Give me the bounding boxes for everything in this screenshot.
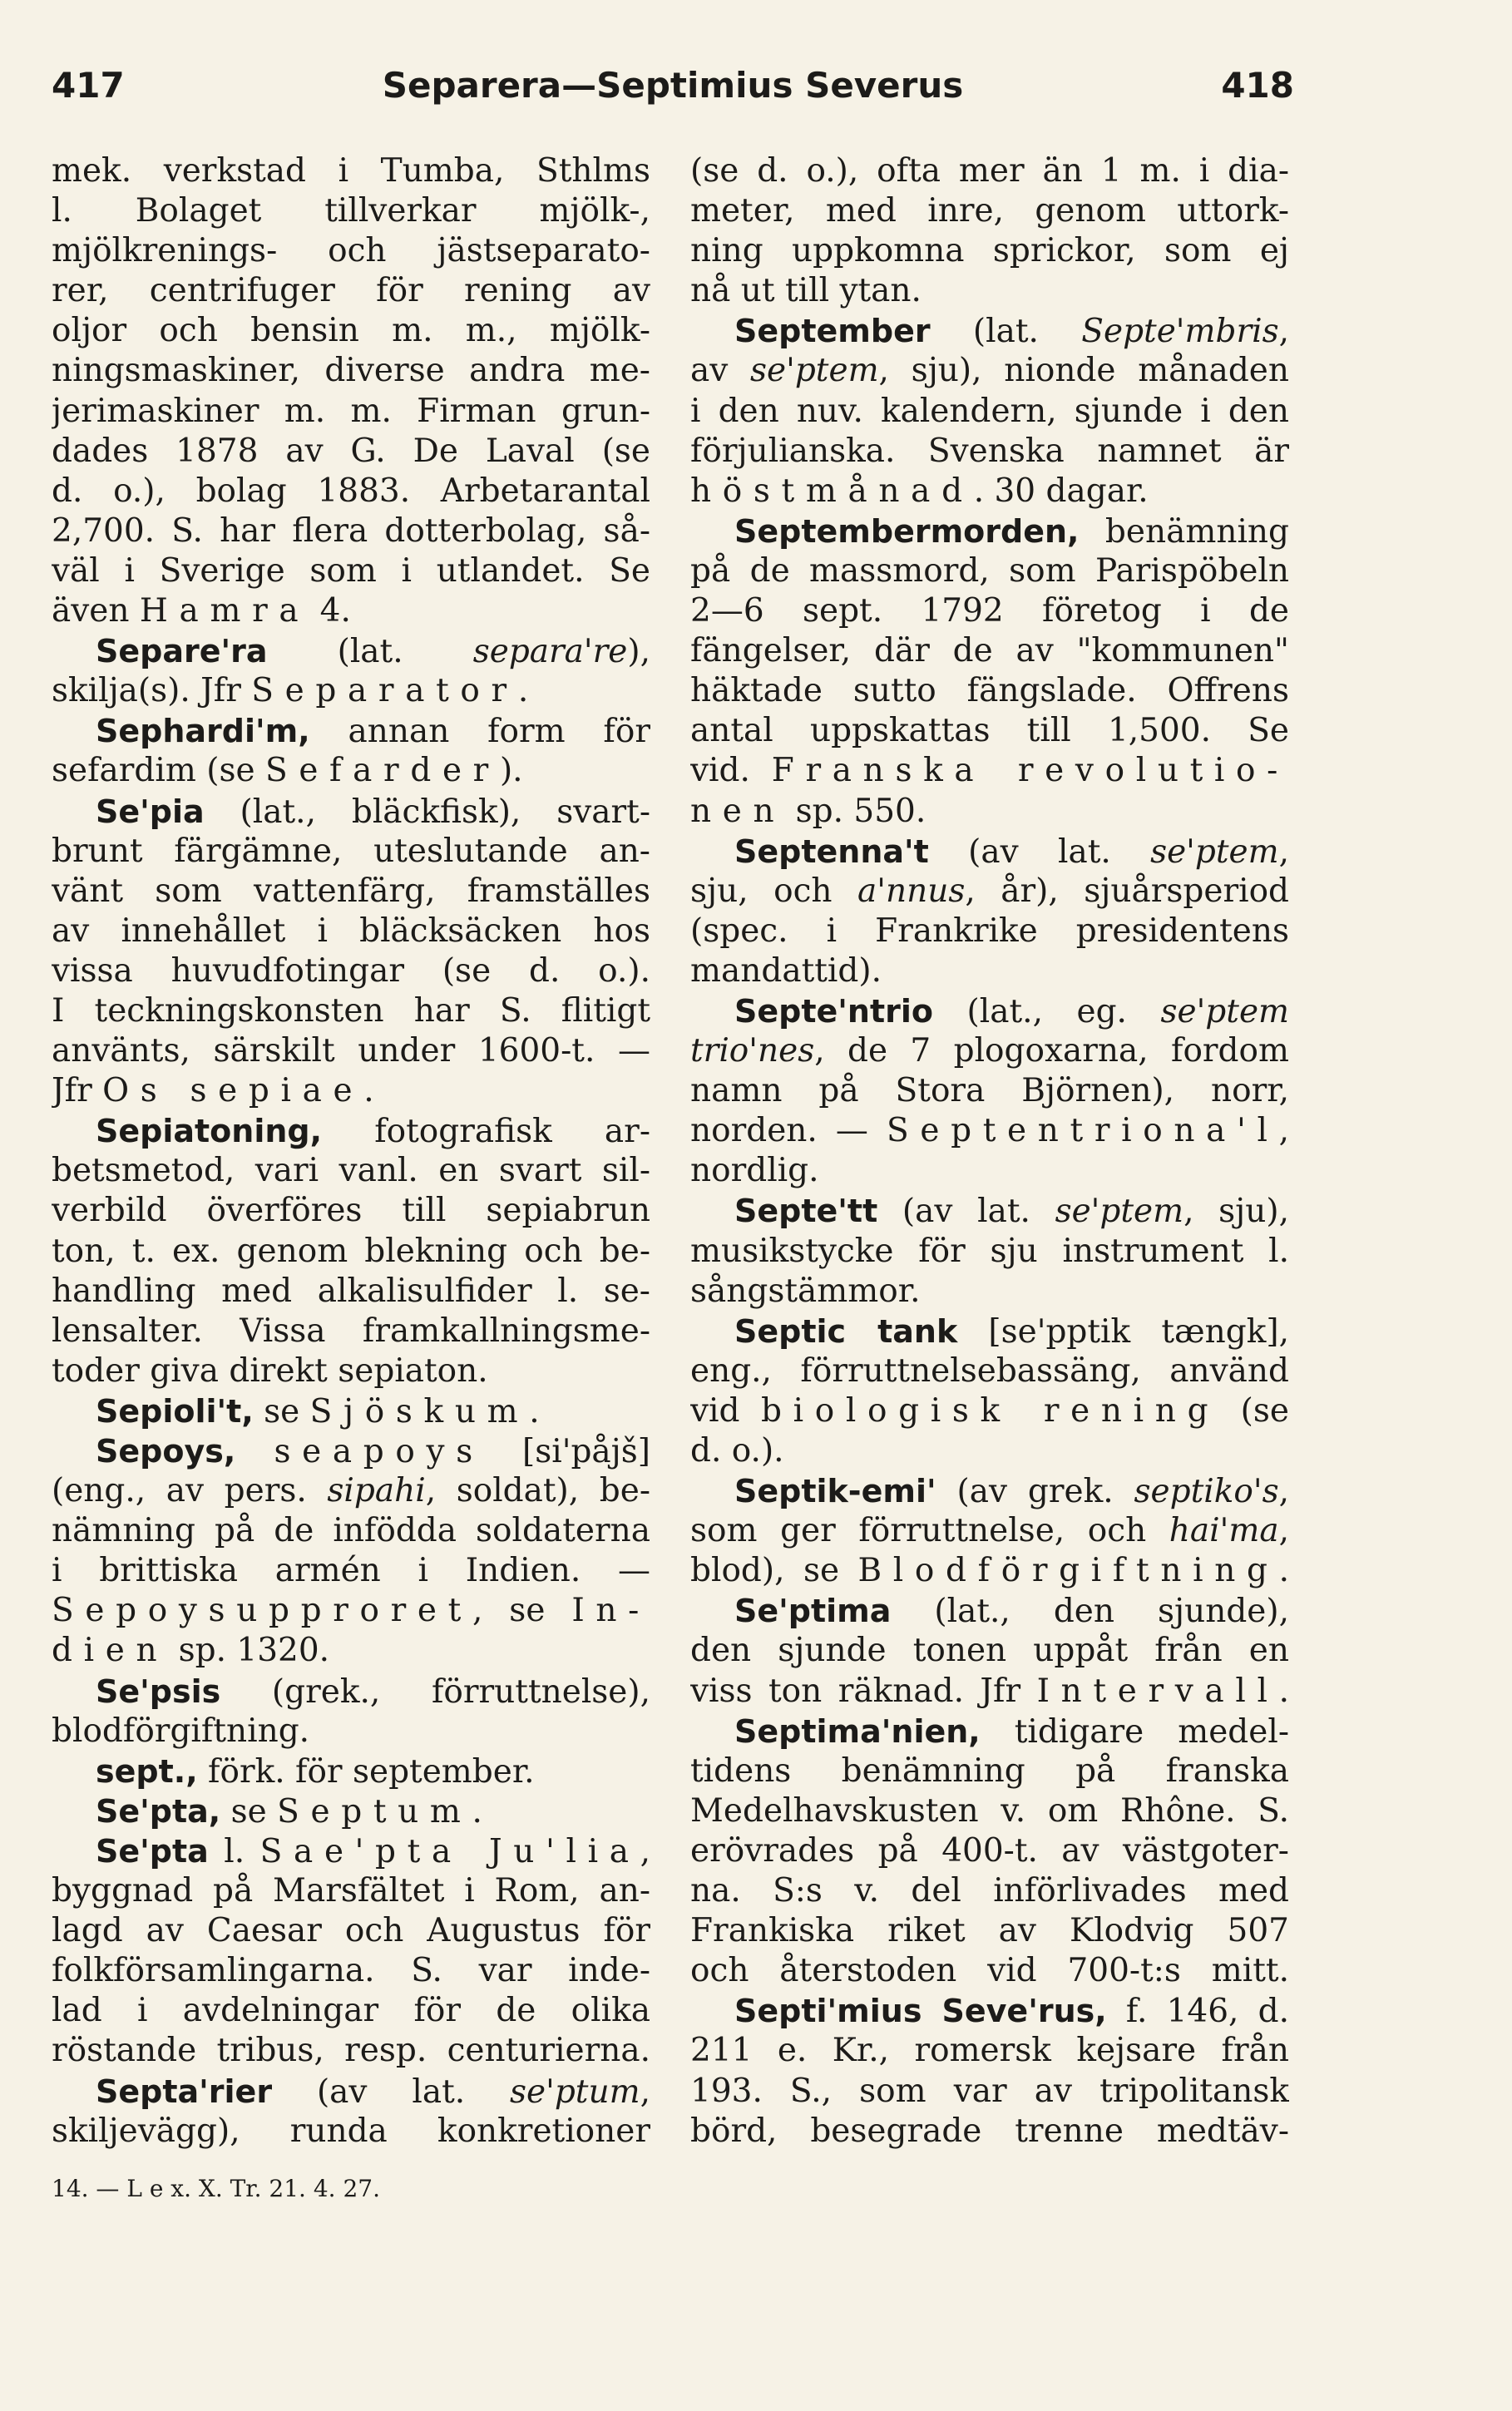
text-line [52, 2031, 650, 2071]
text-line [690, 1631, 1289, 1671]
text-span: viss ton räknad. Jfr [690, 1672, 1037, 1710]
text-span: i den nuv. kalendern, sjunde i den [690, 392, 1289, 430]
text-span: av innehållet i bläcksäcken hos [52, 912, 650, 950]
text-span: (eng., av pers. [52, 1472, 328, 1510]
text-line [52, 631, 650, 671]
text-line [690, 392, 1289, 432]
text-span: se'ptum [510, 2073, 640, 2111]
text-span: Jfr [52, 1072, 103, 1110]
text-span: verbild överföres till sepiabrun [52, 1192, 650, 1230]
entry-headword: Septima'nien, [734, 1712, 981, 1750]
text-span: , [1278, 1112, 1289, 1150]
text-span: höstmånad [690, 472, 974, 510]
text-line [52, 951, 650, 991]
entry-headword: Se'pta, [96, 1792, 221, 1830]
text-span: se'ptem [1160, 992, 1289, 1030]
text-span: och återstoden vid 700-t:s mitt. [690, 1952, 1289, 1990]
text-span: lensalter. Vissa framkallningsme- [52, 1312, 650, 1350]
text-line [52, 1232, 650, 1272]
text-line [52, 151, 650, 191]
entry-headword: Septe'tt [734, 1193, 878, 1230]
text-line [690, 631, 1289, 671]
text-line [690, 1351, 1289, 1391]
page-header [52, 65, 1294, 131]
text-span: nå ut till ytan. [690, 272, 922, 310]
text-span: 2—6 sept. 1792 företog i de [690, 592, 1289, 630]
text-line [52, 1071, 650, 1111]
text-line [52, 1871, 650, 1911]
text-span: eng., förruttnelsebassäng, använd [690, 1351, 1289, 1390]
text-line [690, 1871, 1289, 1911]
text-span: vänt som vattenfärg, framställes [52, 872, 650, 910]
text-line [690, 151, 1289, 191]
text-line [690, 351, 1289, 391]
text-span: rer, centrifuger för rening av [52, 272, 650, 310]
entry-headword: Se'pia [96, 793, 205, 830]
text-span: Frankiska riket av Klodvig 507 [690, 1912, 1289, 1950]
text-span: tidigare medel- [980, 1712, 1289, 1751]
text-line [690, 1312, 1289, 1351]
text-span: benämning [1079, 512, 1289, 551]
text-span: (se [1219, 1391, 1289, 1430]
entry-headword: Sepioli't, [96, 1392, 254, 1430]
text-line [690, 191, 1289, 231]
text-line [690, 1151, 1289, 1191]
text-span: , år), sjuårsperiod [965, 872, 1289, 910]
text-line [690, 1911, 1289, 1951]
text-span: ). [499, 752, 523, 790]
text-span: . 30 dagar. [973, 472, 1149, 510]
text-span: sefardim (se [52, 752, 265, 790]
text-line [52, 1751, 650, 1791]
text-span: l. Bolaget tillverkar mjölk-, [52, 192, 650, 230]
text-span: In- [571, 1592, 650, 1630]
text-line [690, 1031, 1289, 1071]
text-span: blodförgiftning. [52, 1712, 310, 1750]
text-line [52, 351, 650, 391]
entry-headword: sept., [96, 1752, 198, 1790]
text-line [52, 2072, 650, 2112]
text-line [690, 1471, 1289, 1511]
right-column [690, 151, 1289, 2152]
text-line [690, 432, 1289, 472]
text-span [235, 1433, 274, 1470]
text-line [690, 1951, 1289, 1991]
text-span: använts, särskilt under 1600-t. — [52, 1032, 650, 1070]
text-span: (lat. [267, 633, 473, 671]
text-span: i brittiska armén i Indien. — [52, 1552, 650, 1590]
text-line [52, 1991, 650, 2031]
text-span: . [363, 1072, 374, 1110]
text-line [690, 671, 1289, 711]
text-line [52, 1471, 650, 1511]
text-span: se [220, 1792, 278, 1830]
text-span: , [1278, 313, 1289, 351]
text-line [690, 991, 1289, 1031]
text-line [690, 511, 1289, 551]
text-span: förjulianska. Svenska namnet är [690, 432, 1289, 470]
entry-headword: Septenna't [734, 832, 929, 870]
text-line [690, 872, 1289, 912]
text-span: oljor och bensin m. m., mjölk- [52, 312, 650, 350]
text-span: Blodförgiftning [857, 1552, 1279, 1590]
text-span: blod), se [690, 1552, 858, 1590]
text-line [52, 1831, 650, 1871]
text-span: [si'påjš] [483, 1433, 650, 1470]
text-line [52, 1591, 650, 1631]
text-span: septiko's [1134, 1473, 1279, 1511]
text-line [690, 912, 1289, 951]
text-line [52, 872, 650, 912]
text-span: (lat. [930, 313, 1082, 351]
text-span: Sefarder [264, 752, 500, 790]
text-line [52, 1631, 650, 1671]
text-span: jerimaskiner m. m. Firman grun- [52, 392, 650, 430]
text-line [690, 1751, 1289, 1791]
text-line [52, 751, 650, 791]
text-line [52, 1712, 650, 1751]
text-span: hai'ma [1169, 1512, 1279, 1550]
text-line [690, 1511, 1289, 1551]
text-span: trio'nes [690, 1032, 815, 1070]
text-line [52, 1511, 650, 1551]
text-line [52, 1272, 650, 1312]
text-line [690, 1712, 1289, 1751]
text-line [52, 991, 650, 1031]
text-line [52, 511, 650, 551]
text-line [690, 1071, 1289, 1111]
text-line [52, 1031, 650, 1071]
text-span: meter, med inre, genom uttork- [690, 192, 1289, 230]
entry-headword: Septik-emi' [734, 1473, 936, 1510]
text-line [690, 1232, 1289, 1272]
text-span: se'ptem [750, 352, 879, 390]
page-title: Separera—Septimius Severus [382, 65, 964, 106]
text-line [52, 1431, 650, 1471]
text-line [690, 951, 1289, 991]
text-line [52, 311, 650, 351]
text-span: den sjunde tonen uppåt från en [690, 1632, 1289, 1670]
text-span: musikstycke för sju instrument l. [690, 1232, 1289, 1270]
printer-footer: 14. — L e x. X. Tr. 21. 4. 27. [52, 2175, 380, 2202]
text-span: . [1278, 1672, 1289, 1710]
text-span: nämning på de infödda soldaterna [52, 1512, 650, 1550]
text-line [52, 432, 650, 472]
text-line [52, 671, 650, 711]
text-span: fängelser, där de av "kommunen" [690, 632, 1289, 670]
text-line [690, 1391, 1289, 1431]
text-span: av [690, 352, 751, 390]
text-span: annan form för [309, 713, 650, 751]
text-line [52, 2112, 650, 2152]
text-span: I teckningskonsten har S. flitigt [52, 991, 650, 1030]
text-span: Septum [277, 1792, 472, 1830]
text-line [690, 1272, 1289, 1312]
text-span: mjölkrenings- och jästseparato- [52, 232, 650, 270]
text-span: som ger förruttnelse, och [690, 1512, 1169, 1550]
text-span: tidens benämning på franska [690, 1751, 1289, 1790]
text-span: (lat., den sjunde), [891, 1593, 1289, 1631]
text-line [690, 1551, 1289, 1591]
text-span: , [640, 1832, 650, 1870]
text-line [690, 1791, 1289, 1831]
text-span: ning uppkomna sprickor, som ej [690, 232, 1289, 270]
text-span: , sju), nionde månaden [878, 352, 1289, 390]
entry-headword: Se'ptima [734, 1593, 892, 1630]
text-span: vid. [690, 752, 772, 790]
text-line [690, 2031, 1289, 2071]
text-span: [se'pptik tængk], [957, 1312, 1289, 1351]
text-span: 2,700. S. har flera dotterbolag, så- [52, 511, 650, 550]
text-span: Sjöskum [309, 1392, 530, 1430]
text-line [52, 832, 650, 872]
text-span: Septe'mbris [1081, 313, 1279, 351]
text-span: , soldat), be- [425, 1472, 650, 1510]
text-span: l. [208, 1832, 260, 1870]
entry-headword: Se'pta [96, 1832, 209, 1870]
text-span: , [1278, 832, 1289, 871]
text-span: brunt färgämne, uteslutande an- [52, 832, 650, 870]
text-line [52, 591, 650, 631]
text-line [52, 231, 650, 271]
text-span: (av lat. [928, 832, 1151, 871]
text-span: ton, t. ex. genom blekning och be- [52, 1232, 650, 1270]
text-span: vid [690, 1391, 761, 1430]
text-span: häktade sutto fängslade. Offrens [690, 672, 1289, 710]
text-span: mandattid). [690, 951, 882, 990]
text-span: , sju), [1183, 1193, 1289, 1231]
text-span: biologisk rening [760, 1391, 1220, 1430]
text-span: f. 146, d. [1106, 1993, 1289, 2031]
text-span: lad i avdelningar för de olika [52, 1992, 650, 2030]
text-span: folkförsamlingarna. S. var inde- [52, 1952, 650, 1990]
text-span: sju, och [690, 872, 858, 910]
text-span: sipahi [327, 1472, 426, 1510]
text-span: Hamra [139, 592, 310, 630]
text-line [690, 2112, 1289, 2152]
page-number-left: 417 [52, 65, 125, 106]
text-span: Intervall [1036, 1672, 1279, 1710]
text-span: förk. för september. [197, 1752, 535, 1791]
entry-headword: Septa'rier [96, 2073, 273, 2110]
text-span: , [1278, 1473, 1289, 1511]
text-span: Os sepiae [102, 1072, 364, 1110]
text-span: sångstämmor. [690, 1272, 921, 1310]
text-line [52, 1151, 650, 1191]
entry-headword: Septic tank [734, 1312, 958, 1350]
text-line [690, 271, 1289, 311]
text-span: d. o.). [690, 1432, 784, 1470]
entry-headword: Septe'ntrio [734, 992, 934, 1030]
text-span: ), [627, 633, 650, 671]
text-line [52, 392, 650, 432]
text-line [690, 1991, 1289, 2031]
text-line [690, 472, 1289, 511]
text-span: . [472, 1792, 482, 1830]
entry-headword: Septi'mius Seve'rus, [734, 1993, 1107, 2030]
text-span: på de massmord, som Parispöbeln [690, 551, 1289, 590]
text-span: se'ptem [1055, 1193, 1184, 1231]
text-line [690, 1591, 1289, 1631]
text-line [52, 191, 650, 231]
text-span: mek. verkstad i Tumba, Sthlms [52, 152, 650, 190]
text-span: Medelhavskusten v. om Rhône. S. [690, 1791, 1289, 1830]
text-span: norden. — [690, 1112, 887, 1150]
text-line [52, 1391, 650, 1431]
text-span: se [253, 1392, 310, 1430]
text-line [52, 1791, 650, 1831]
text-span: nen [690, 792, 786, 830]
entry-headword: Sephardi'm, [96, 713, 310, 750]
text-line [690, 1191, 1289, 1231]
text-span: , [640, 2073, 650, 2111]
text-line [690, 591, 1289, 631]
text-line [690, 311, 1289, 351]
text-span: byggnad på Marsfältet i Rom, an- [52, 1872, 650, 1910]
entry-headword: Septembermorden, [734, 512, 1080, 550]
text-span: betsmetod, vari vanl. en svart sil- [52, 1152, 650, 1190]
text-span: na. S:s v. del införlivades med [690, 1872, 1289, 1910]
left-column [52, 151, 650, 2152]
text-span: . [529, 1392, 540, 1430]
text-span: Separator [251, 672, 518, 710]
text-span: . [1278, 1552, 1289, 1590]
text-line [690, 2072, 1289, 2112]
text-span: erövrades på 400-t. av västgoter- [690, 1831, 1289, 1870]
text-line [52, 472, 650, 511]
text-span: lagd av Caesar och Augustus för [52, 1912, 650, 1950]
text-line [52, 1351, 650, 1391]
text-span: , se [472, 1592, 572, 1630]
text-span: toder giva direkt sepiaton. [52, 1351, 488, 1390]
entry-headword: Separe'ra [96, 633, 268, 670]
text-line [690, 1672, 1289, 1712]
text-span: fotografisk ar- [322, 1113, 650, 1151]
text-span: ningsmaskiner, diverse andra me- [52, 352, 650, 390]
text-line [690, 711, 1289, 751]
text-span: Franska revolutio- [771, 752, 1289, 790]
text-line [52, 1911, 650, 1951]
text-span: dien [52, 1632, 169, 1670]
text-span: handling med alkalisulfider l. se- [52, 1272, 650, 1310]
text-span: se'ptem [1150, 832, 1279, 871]
text-span: väl i Sverige som i utlandet. Se [52, 551, 650, 590]
text-line [52, 1111, 650, 1151]
text-line [52, 1951, 650, 1991]
entry-headword: Sepiatoning, [96, 1113, 323, 1150]
text-span: (lat., eg. [933, 992, 1161, 1030]
text-line [52, 912, 650, 951]
entry-headword: Se'psis [96, 1672, 221, 1710]
text-span: Sae'pta Ju'lia [259, 1832, 640, 1870]
text-line [52, 1312, 650, 1351]
text-span: namn på Stora Björnen), norr, [690, 1072, 1289, 1110]
text-line [690, 792, 1289, 832]
text-line [52, 1191, 650, 1231]
text-line [52, 551, 650, 591]
text-span: 193. S., som var av tripolitansk [690, 2072, 1289, 2110]
text-line [52, 792, 650, 832]
text-span: d. o.), bolag 1883. Arbetarantal [52, 472, 650, 510]
text-span: (grek., förruttnelse), [220, 1672, 650, 1711]
text-span: (av lat. [877, 1193, 1055, 1231]
text-span: 211 e. Kr., romersk kejsare från [690, 2032, 1289, 2070]
entry-headword: Sepoys, [96, 1433, 236, 1470]
text-span: 4. [309, 592, 351, 630]
text-span: (se d. o.), ofta mer än 1 m. i dia- [690, 152, 1289, 190]
text-span: a'nnus [857, 872, 966, 910]
text-span: nordlig. [690, 1152, 819, 1190]
text-line [690, 551, 1289, 591]
text-span: börd, besegrade trenne medtäv- [690, 2112, 1289, 2150]
text-span: sp. 1320. [168, 1632, 330, 1670]
page-number-right: 418 [1221, 65, 1294, 106]
text-span: (lat., bläckfisk), svart- [204, 793, 650, 831]
text-span: skilja(s). Jfr [52, 672, 252, 710]
text-span: separa're [472, 633, 628, 671]
text-line [690, 1431, 1289, 1471]
text-span: . [517, 672, 529, 710]
text-line [52, 1672, 650, 1712]
text-line [690, 231, 1289, 271]
text-line [52, 1551, 650, 1591]
text-span: sp. 550. [785, 792, 926, 830]
text-span: , de 7 plogoxarna, fordom [814, 1032, 1289, 1070]
text-line [690, 1111, 1289, 1151]
text-span: vissa huvudfotingar (se d. o.). [52, 951, 650, 990]
text-span: Septentriona'l [887, 1112, 1279, 1150]
text-line [690, 832, 1289, 872]
text-span: skiljevägg), runda konkretioner [52, 2112, 650, 2150]
text-span: (spec. i Frankrike presidentens [690, 912, 1289, 950]
text-line [52, 271, 650, 311]
text-span: (av lat. [272, 2073, 511, 2111]
text-span: , [1278, 1512, 1289, 1550]
text-line [690, 1831, 1289, 1871]
text-span: även [52, 592, 140, 630]
entry-headword: September [734, 313, 931, 350]
text-span: Sepoysupproret [52, 1592, 472, 1630]
text-span: antal uppskattas till 1,500. Se [690, 712, 1289, 750]
text-span: seapoys [274, 1433, 484, 1470]
text-span: röstande tribus, resp. centurierna. [52, 2032, 650, 2070]
text-line [690, 751, 1289, 791]
text-span: dades 1878 av G. De Laval (se [52, 432, 650, 470]
text-line [52, 711, 650, 751]
text-span: (av grek. [936, 1473, 1134, 1511]
